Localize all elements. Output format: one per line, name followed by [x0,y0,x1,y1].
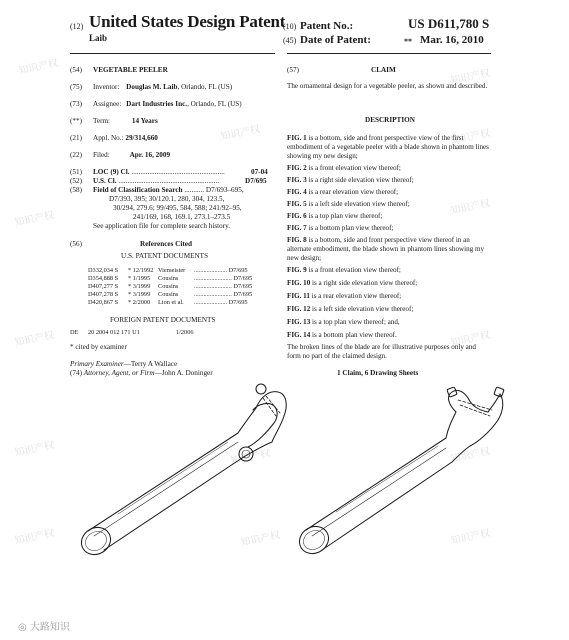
fig-description: FIG. 7 is a bottom plan view thereof; [287,224,394,232]
assignee-label: Assignee: [93,100,122,108]
watermark: 知识产权 [13,329,56,349]
foreign-doc-row: DE 20 2004 012 171 U1 1/2006 [70,329,194,336]
uscl-field [93,177,265,186]
us-doc-row: D332,034 S * 12/1992 Viemeister ..................... D7/695 [88,267,248,274]
watermark: 知识产权 [449,445,492,465]
appl-field [93,134,158,143]
footer-logo-icon: ◎ [18,622,27,633]
us-doc-row: D354,888 S * 1/1995 Cousins ........................ D7/695 [88,275,253,282]
fig-description: FIG. 3 is a right side elevation view thereof; [287,176,414,184]
date-value: Mar. 16, 2010 [420,34,484,46]
us-docs-title: U.S. PATENT DOCUMENTS [121,252,209,260]
claim-text: The ornamental design for a vegetable peeler, as shown and described. [287,82,488,90]
document-title: United States Design Patent [89,12,286,31]
term-code: (**) [70,117,82,125]
foreign-docs-title: FOREIGN PATENT DOCUMENTS [110,316,216,324]
fig-description: FIG. 1 is a bottom, side and front perspective view of the first embodiment of a vegetable peeler with a blade shown in phantom lines showing my new design; [287,134,489,160]
attorney: (74) Attorney, Agent, or Firm—John A. Doninger [70,369,213,377]
cited-note: * cited by examiner [70,343,127,351]
fig-description: FIG. 6 is a top plan view thereof; [287,212,383,220]
field-search-line: See application file for complete search history. [93,222,231,230]
fig-description: FIG. 5 is a left side elevation view thereof; [287,200,410,208]
references-code: (56) [70,240,82,248]
patent-no-value: US D611,780 S [408,16,490,31]
appl-value: 29/314,660 [125,134,158,142]
watermark: 知识产权 [13,209,56,229]
fig-description: FIG. 12 is a left side elevation view thereof; [287,305,414,313]
term-label: Term: [93,117,111,125]
uscl-label: U.S. Cl. [93,177,117,185]
uscl-value: D7/695 [245,177,267,185]
doc-code: (12) [70,22,84,31]
primary-examiner: Primary Examiner—Terry A Wallace [70,360,178,368]
patent-no-code: (10) [283,22,297,31]
term-value: 14 Years [131,117,158,125]
fig-description: FIG. 8 is a bottom, side and front perspective view thereof in an alternate embodiment, the blade shown in phantom lines showing my new design; [287,236,485,262]
inventor-code: (75) [70,83,82,91]
assignee-name: Dart Industries Inc. [126,100,188,108]
fig-description: FIG. 9 is a front elevation view thereof; [287,266,401,274]
date-label: Date of Patent: [300,34,371,46]
assignee-location: , Orlando, FL (US) [187,100,242,108]
watermark: 知识产权 [449,329,492,349]
date-star: ** [404,37,412,46]
watermark: 知识产权 [13,439,56,459]
footer-watermark: ◎ 大路知识 [18,622,70,633]
filed-value: Apr. 16, 2009 [129,151,171,159]
assignee-field [93,100,242,109]
claim-count: 1 Claim, 6 Drawing Sheets [337,369,419,377]
peeler-drawing-left [58,376,288,586]
loc-value: 07-04 [251,168,268,176]
description-title: DESCRIPTION [365,116,415,124]
watermark: 知识产权 [449,67,492,87]
fig-description: FIG. 13 is a top plan view thereof; and, [287,318,400,326]
watermark: 知识产权 [449,527,492,547]
field-search-line: 241/169, 168, 169.1, 273.1–273.5 [133,213,231,221]
peeler-drawing-right [278,380,508,590]
inventor-location: , Orlando, FL (US) [177,83,233,91]
blade-note: The broken lines of the blade are for illustrative purposes only and form no part of the claimed design. [287,343,476,360]
claim-code: (57) [287,66,299,74]
watermark: 知识产权 [17,57,60,77]
invention-title: VEGETABLE PEELER [93,66,168,74]
assignee-code: (73) [70,100,82,108]
references-title: References Cited [140,240,192,248]
watermark: 知识产权 [219,123,262,143]
appl-code: (21) [70,134,82,142]
header-rule-left [70,53,275,54]
loc-code: (51) [70,168,82,176]
fig-description: FIG. 14 is a bottom plan view thereof. [287,331,397,339]
fig-description: FIG. 2 is a front elevation view thereof; [287,164,401,172]
watermark: 知识产权 [449,127,492,147]
inventor-field [93,83,232,92]
uscl-dots: ........................................................ [116,177,219,185]
fig-description: FIG. 11 is a rear elevation view thereof; [287,292,402,300]
claim-title: CLAIM [371,66,396,74]
us-doc-row: D407,277 S * 3/1999 Cousins ........................ D7/695 [88,283,253,290]
field-search-code: (58) [70,186,82,194]
inventor-name: Douglas M. Laib [126,83,178,91]
uscl-code: (52) [70,177,82,185]
filed-label: Filed: [93,151,110,159]
watermark: 知识产权 [229,447,272,467]
field-search [93,186,244,195]
inventor-short: Laib [89,33,108,43]
watermark: 知识产权 [449,197,492,217]
watermark: 知识产权 [239,529,282,549]
field-search-line: D7/393, 395; 30/120.1, 280, 304, 123.5, [109,195,225,203]
field-search-label: Field of Classification Search [93,186,183,194]
filed-field [93,151,170,160]
us-doc-row: D420,867 S * 2/2000 Lion et al. ..................... D7/695 [88,299,248,306]
field-search-line: 30/294, 279.6; 99/495, 584, 588; 241/92–95, [113,204,242,212]
watermark: 知识产权 [13,527,56,547]
us-doc-row: D407,278 S * 3/1999 Cousins ........................ D7/695 [88,291,253,298]
loc-field [93,168,275,177]
header-rule-right [287,53,491,54]
appl-label: Appl. No.: [93,134,124,142]
term-field [93,117,158,126]
loc-dots: .................................................... [129,168,225,176]
date-code: (45) [283,36,297,45]
filed-code: (22) [70,151,82,159]
title-code: (54) [70,66,82,74]
loc-label: LOC (9) Cl. [93,168,130,176]
inventor-label: Inventor: [93,83,120,91]
fig-description: FIG. 10 is a right side elevation view thereof; [287,279,418,287]
field-search-line: ........... D7/693–695, [182,186,244,194]
fig-description: FIG. 4 is a rear elevation view thereof; [287,188,399,196]
patent-no-label: Patent No.: [300,20,354,32]
